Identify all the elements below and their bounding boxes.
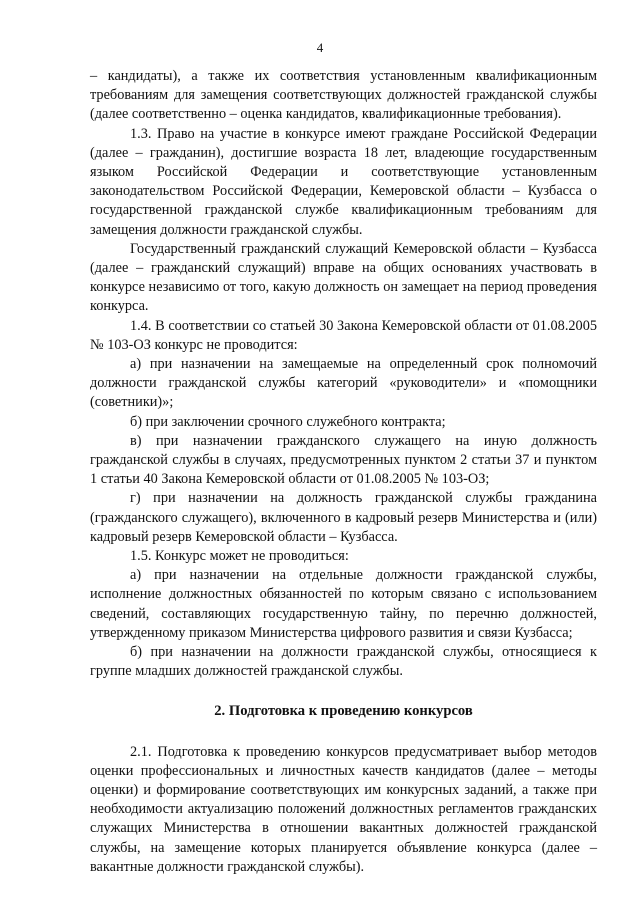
list-item-1-5-a: а) при назначении на отдельные должности гражданской службы, исполнение должностных обязанностей по которым связано с использованием сведений, составляющих государственную тайну, по перечню должностей, утвержденному приказом Министерства цифрового развития и связи Кузбасса;	[90, 567, 597, 641]
list-item-1-4-b: б) при заключении срочного служебного контракта;	[130, 413, 446, 430]
paragraph-2-1: 2.1. Подготовка к проведению конкурсов предусматривает выбор методов оценки профессиональных и личностных качеств кандидатов (далее – методы оценки) и формирование соответствующих им конкурсных заданий, а также при необходимости актуализацию положений должностных регламентов гражданских служащих Министерства в отношении вакантных должностей гражданской службы, на замещение которых планируется объявление конкурса (далее – вакантные должности гражданской службы).	[90, 743, 597, 875]
paragraph-1-4: 1.4. В соответствии со статьей 30 Закона Кемеровской области от 01.08.2005 № 103-ОЗ конкурс не проводится:	[90, 317, 597, 353]
section-heading: 2. Подготовка к проведению конкурсов	[214, 702, 473, 719]
paragraph-continuation: – кандидаты), а также их соответствия установленным квалификационным требованиям для замещения соответствующих должностей гражданской службы (далее соответственно – оценка кандидатов, квалификационные требования).	[90, 68, 597, 123]
list-item-1-4-a: а) при назначении на замещаемые на определенный срок полномочий должности гражданской службы категорий «руководители» и «помощники (советники)»;	[90, 356, 597, 411]
paragraph-1-5: 1.5. Конкурс может не проводиться:	[130, 548, 349, 565]
paragraph-1-3: 1.3. Право на участие в конкурсе имеют граждане Российской Федерации (далее – гражданин), достигшие возраста 18 лет, владеющие государственным языком Российской Федерации и соответствующие установленным законодательством Российской Федерации, Кемеровской области – Кузбасса о государственной гражданской службе квалификационным требованиям для замещения должности гражданской службы.	[90, 125, 597, 238]
document-body	[90, 67, 597, 877]
list-item-1-5-b: б) при назначении на должности гражданской службы, относящиеся к группе младших должностей гражданской службы.	[90, 644, 597, 680]
list-item-1-4-v: в) при назначении гражданского служащего на иную должность гражданской службы в случаях, предусмотренных пунктом 2 статьи 37 и пунктом 1 статьи 40 Закона Кемеровской области от 01.08.2005 № 103-ОЗ;	[90, 432, 597, 488]
list-item-1-4-g: г) при назначении на должность гражданской службы гражданина (гражданского служащего), включенного в кадровый резерв Министерства и (или) кадровый резерв Кемеровской области – Кузбасса.	[90, 490, 597, 545]
paragraph-civil-servant: Государственный гражданский служащий Кемеровской области – Кузбасса (далее – гражданский служащий) вправе на общих основаниях участвовать в конкурсе независимо от того, какую должность он замещает на период проведения конкурса.	[90, 240, 597, 315]
page-number: 4	[316, 40, 324, 55]
